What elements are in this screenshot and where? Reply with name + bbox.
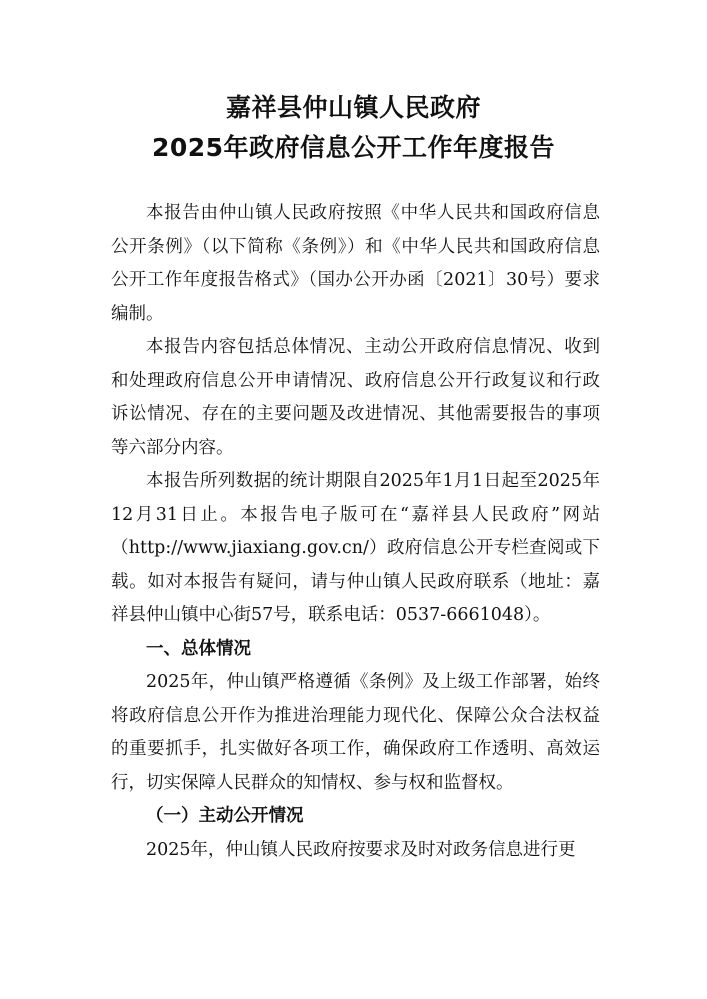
- document-title: [0, 88, 707, 168]
- document-body: [111, 197, 600, 867]
- title-line-2: 2025年政府信息公开工作年度报告: [151, 133, 556, 162]
- subsection-heading-active-disclosure: （一）主动公开情况: [146, 806, 304, 826]
- intro-paragraph-1: 本报告由仲山镇人民政府按照《中华人民共和国政府信息公开条例》（以下简称《条例》）和《中华人民共和国政府信息公开工作年度报告格式》（国办公开办函〔2021〕30号）要求编制。: [111, 203, 600, 324]
- section-heading-overview: 一、总体情况: [146, 638, 251, 659]
- subsection-active-disclosure-paragraph: 2025年，仲山镇人民政府按要求及时对政务信息进行更: [146, 839, 576, 860]
- intro-paragraph-3: 本报告所列数据的统计期限自2025年1月1日起至2025年12月31日止。本报告电子版可在“嘉祥县人民政府”网站（http://www.jiaxiang.gov.cn/）政府信息公开专栏查阅或下载。如对本报告有疑问，请与仲山镇人民政府联系（地址：嘉祥县仲山镇中心街57号，联系电话：0537-6661048）。: [111, 471, 600, 625]
- title-line-1: 嘉祥县仲山镇人民政府: [225, 93, 481, 122]
- section-overview-paragraph: 2025年，仲山镇严格遵循《条例》及上级工作部署，始终将政府信息公开作为推进治理能力现代化、保障公众合法权益的重要抓手，扎实做好各项工作，确保政府工作透明、高效运行，切实保障人民群众的知情权、参与权和监督权。: [111, 672, 600, 793]
- intro-paragraph-2: 本报告内容包括总体情况、主动公开政府信息情况、收到和处理政府信息公开申请情况、政府信息公开行政复议和行政诉讼情况、存在的主要问题及改进情况、其他需要报告的事项等六部分内容。: [111, 337, 600, 458]
